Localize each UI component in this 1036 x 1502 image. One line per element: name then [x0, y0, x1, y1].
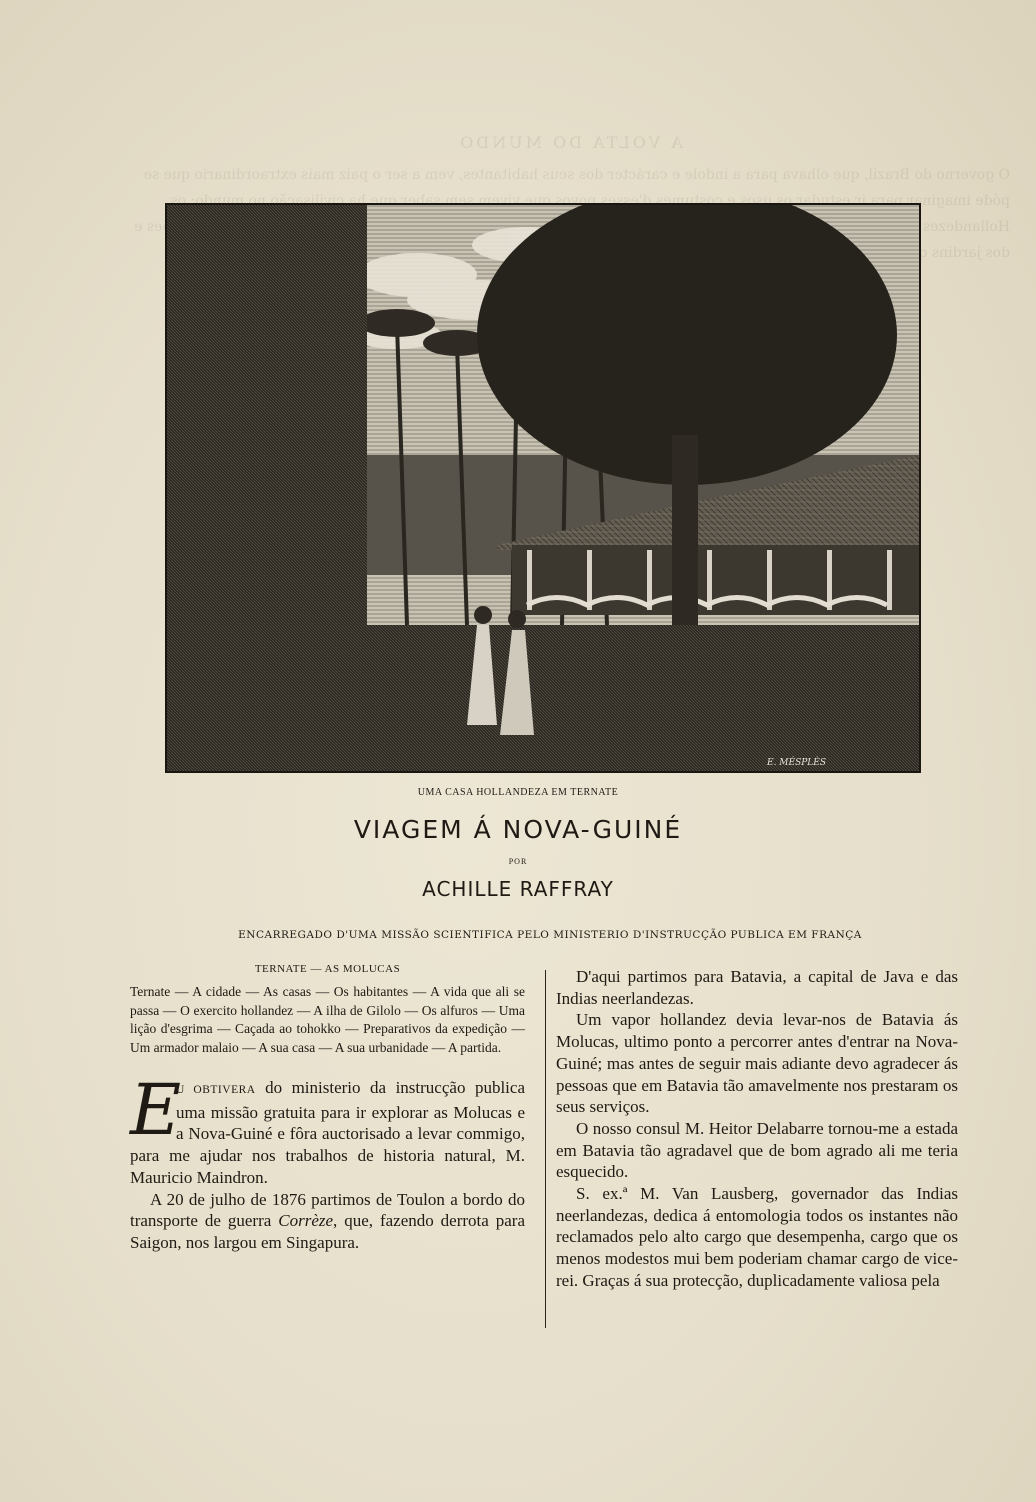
large-tree-trunk: [672, 435, 698, 635]
article-subtitle: ENCARREGADO D'UMA MISSÃO SCIENTIFICA PELO MINISTERIO D'INSTRUCÇÃO PUBLICA EM FRANÇA: [238, 929, 862, 941]
left-paragraph-2-before: A 20 de julho de 1876 partimos de Toulon a bordo do transporte de guerra: [130, 1189, 525, 1231]
section-summary: Ternate — A cidade — As casas — Os habitantes — A vida que ali se passa — O exercito hollandez — A ilha de Gilolo — Os alfuros — Uma lição d'esgrima — Caçada ao tohokko — Preparativos da expedição — Um armador malaio — A sua casa — A sua urbanidade — A partida.: [130, 984, 525, 1055]
section-heading: TERNATE — AS MOLUCAS: [254, 963, 401, 975]
right-paragraph-2: Um vapor hollandez devia levar-nos de Batavia ás Molucas, ultimo ponto a percorrer antes d'entrar na Nova-Guiné; mas antes de seguir mais adiante devo agradecer ás pessoas que em Batavia tão amavelmente nos prestaram os seus serviços.: [556, 1010, 958, 1117]
left-paragraph-1-text: do ministerio da instrucção publica uma missão gratuita para ir explorar as Molucas e a Nova-Guiné e fôra auctorisado a levar commigo, para me ajudar nos trabalhos de historia natural, M. Mauricio Maindron.: [130, 1078, 525, 1187]
left-column: [130, 963, 525, 1254]
opening-smallcaps: U OBTIVERA: [176, 1084, 256, 1096]
engraver-signature: E. MÉSPLÈS: [767, 758, 827, 768]
house-wall: [512, 545, 919, 615]
garden-foreground: [167, 625, 919, 771]
drop-cap: E: [130, 1069, 182, 1151]
ship-name: Corrèze: [278, 1211, 334, 1231]
right-paragraph-1: D'aqui partimos para Batavia, a capital de Java e das Indias neerlandezas.: [556, 967, 958, 1008]
article-author: ACHILLE RAFFRAY: [422, 877, 614, 901]
article-title: VIAGEM Á NOVA-GUINÉ: [353, 815, 683, 844]
illustration-caption: UMA CASA HOLLANDEZA EM TERNATE: [417, 787, 619, 798]
byline-por: POR: [508, 857, 528, 866]
right-column: [556, 966, 958, 1292]
left-paragraph-2: [130, 1189, 525, 1254]
left-paragraph-2-after: , que, fazendo derrota para Saigon, nos largou em Singapura.: [130, 1211, 526, 1252]
engraving-illustration: [165, 203, 921, 773]
bleed-through-header: A VOLTA DO MUNDO: [457, 133, 683, 152]
bleed-through-body: O governo do Brazil, que olhava para a indole e carácter dos seus habitantes, vem a ser o paiz mais extraordinario que se póde imaginar para ir estudar os usos e costumes d'esses povos que vivem sem saber que ha civilisação no mundo; os Hollandezes e dos jardins: [134, 167, 1010, 261]
right-paragraph-3: O nosso consul M. Heitor Delabarre tornou-me a estada em Batavia tão agradavel que de bom agrado ali me teria esquecido.: [556, 1118, 958, 1182]
left-paragraph-1: [130, 1069, 525, 1189]
column-divider: [545, 970, 546, 1328]
engraving-scene: [167, 205, 919, 771]
right-paragraph-4: S. ex.ª M. Van Lausberg, governador das Indias neerlandezas, dedica á entomologia todos os instantes não reclamados pelo alto cargo que desempenha, cargo que os menos modestos mui bem poderiam chamar cargo de vice-rei. Graças á sua protecção, duplicadamente valiosa pela: [556, 1184, 958, 1290]
